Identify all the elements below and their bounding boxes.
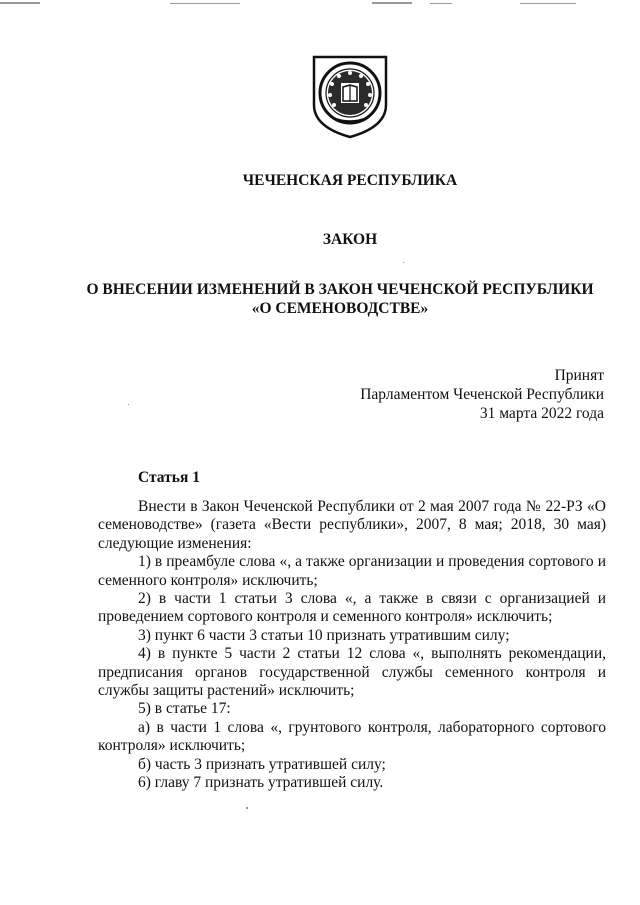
- scan-speck: [403, 262, 404, 263]
- law-title-line1: О ВНЕСЕНИИ ИЗМЕНЕНИЙ В ЗАКОН ЧЕЧЕНСКОЙ РЕСПУБЛИКИ: [86, 281, 594, 298]
- article-item-5b: б) часть 3 признать утратившей силу;: [138, 755, 386, 773]
- article-item-2: 2) в части 1 статьи 3 слова «, а также в связи с организацией и проведением сортового контроля и семенного контроля» исключить;: [98, 590, 606, 626]
- article-body: [98, 498, 606, 793]
- adoption-line-accepted: Принят: [554, 367, 604, 384]
- scan-artifacts: [0, 0, 640, 12]
- article-title: Статья 1: [138, 469, 200, 486]
- coat-of-arms-emblem-icon: [308, 53, 392, 139]
- scan-speck: [128, 404, 129, 405]
- adoption-line-parliament: Парламентом Чеченской Республики: [360, 386, 604, 403]
- scan-speck: [246, 807, 248, 809]
- republic-heading: ЧЕЧЕНСКАЯ РЕСПУБЛИКА: [242, 172, 458, 189]
- article-intro: Внести в Закон Чеченской Республики от 2 мая 2007 года № 22-РЗ «О семеноводстве» (газета «Вести республики», 2007, 8 мая; 2018, 30 мая) следующие изменения:: [98, 498, 606, 552]
- article-item-1: 1) в преамбуле слова «, а также организации и проведения сортового и семенного контроля» исключить;: [98, 553, 606, 589]
- adoption-line-date: 31 марта 2022 года: [479, 405, 604, 422]
- article-item-6: 6) главу 7 признать утратившей силу.: [138, 774, 384, 792]
- document-type-heading: ЗАКОН: [322, 231, 378, 248]
- article-item-5: 5) в статье 17:: [138, 700, 231, 718]
- adoption-block: [360, 366, 604, 423]
- article-item-4: 4) в пункте 5 части 2 статьи 12 слова «, выполнять рекомендации, предписания органов государственной службы семенного контроля и службы защиты растений» исключить;: [98, 645, 606, 700]
- article-item-3: 3) пункт 6 части 3 статьи 10 признать утратившим силу;: [138, 626, 510, 644]
- law-title-line2: «О СЕМЕНОВОДСТВЕ»: [251, 300, 429, 317]
- article-item-5a: а) в части 1 слова «, грунтового контроля, лабораторного сортового контроля» исключить;: [98, 718, 606, 755]
